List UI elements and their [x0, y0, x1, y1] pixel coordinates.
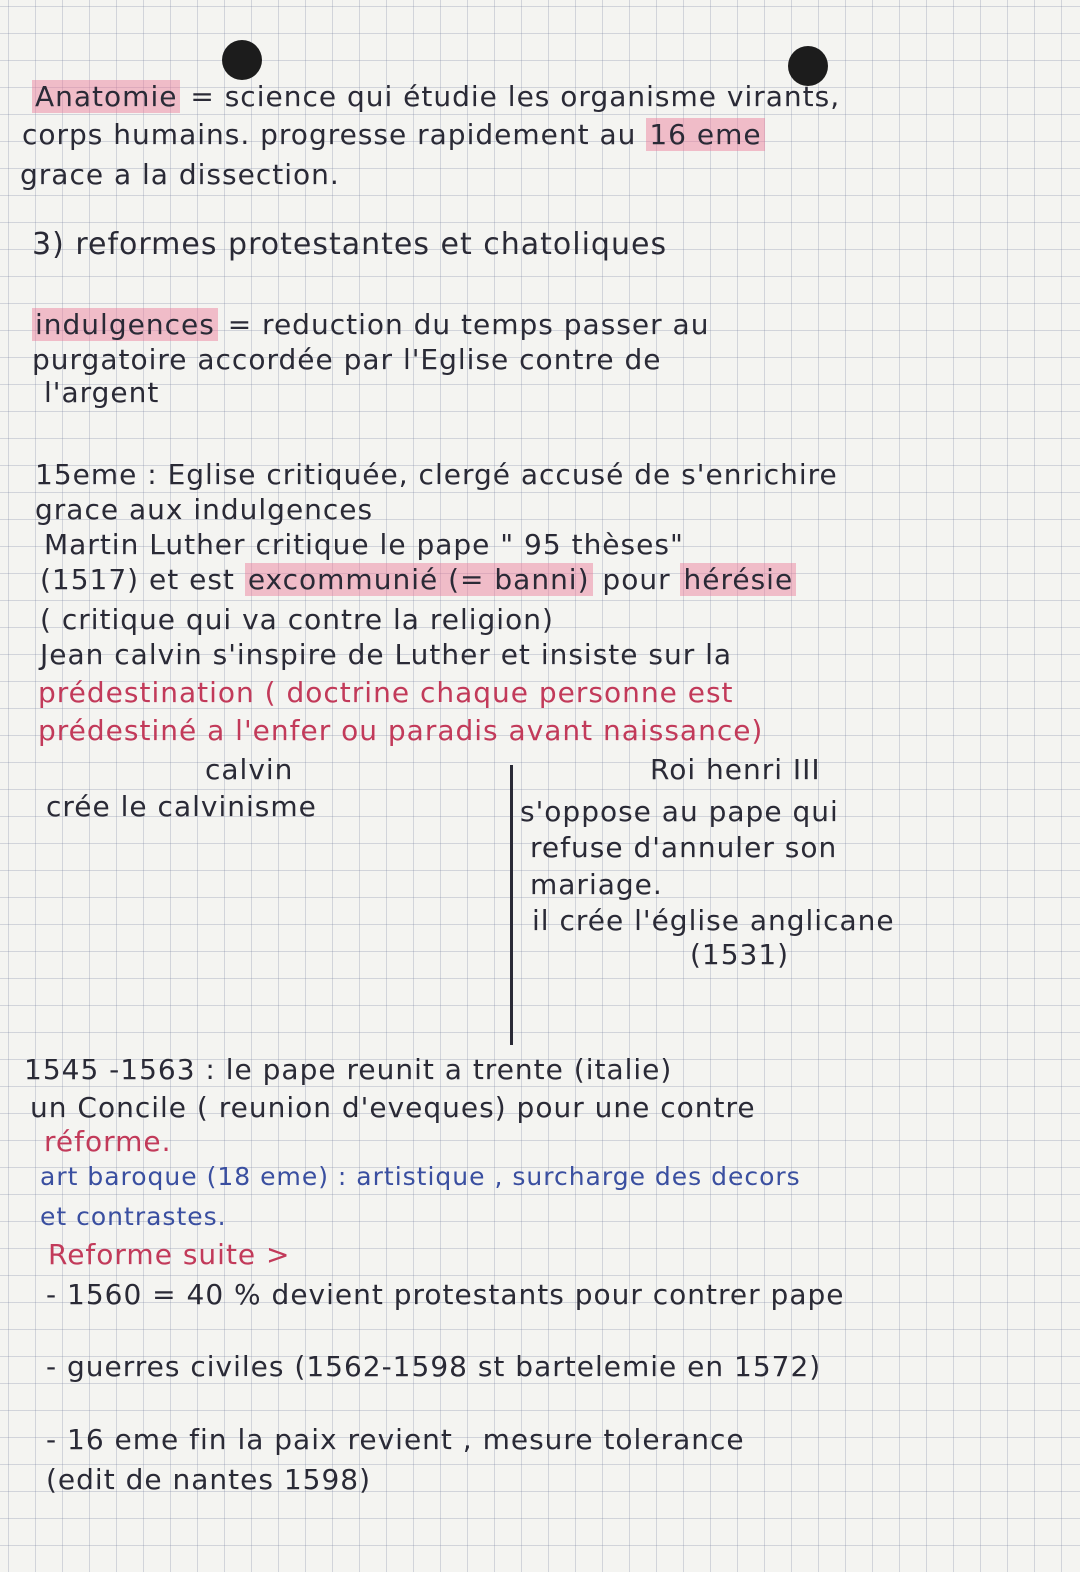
text-progress: corps humains. progresse rapidement au	[22, 118, 637, 151]
line-11	[40, 565, 796, 595]
line-10: Martin Luther critique le pape " 95 thèses"	[44, 528, 684, 561]
column-title-calvin: calvin	[205, 753, 294, 786]
line-22: 1545 -1563 : le pape reunit a trente (italie)	[24, 1053, 673, 1086]
line-28: - 1560 = 40 % devient protestants pour contrer pape	[46, 1278, 845, 1311]
line-24: réforme.	[44, 1125, 172, 1158]
text-anatomie-def: = science qui étudie les organisme virants,	[180, 80, 841, 113]
binder-hole-left	[222, 40, 262, 80]
line-2	[22, 120, 765, 150]
term-anatomie: Anatomie	[32, 80, 180, 113]
text-1517: (1517) et est	[40, 563, 245, 596]
line-31: (edit de nantes 1598)	[46, 1463, 372, 1496]
line-14: prédestination ( doctrine chaque personne est	[38, 676, 734, 709]
text-indulgences-def: = reduction du temps passer au	[227, 308, 710, 341]
term-indulgences: indulgences	[32, 308, 218, 341]
line-13: Jean calvin s'inspire de Luther et insiste sur la	[40, 638, 733, 671]
line-12: ( critique qui va contre la religion)	[40, 603, 554, 636]
line-19: mariage.	[530, 868, 663, 901]
line-21: (1531)	[690, 938, 790, 971]
text-pour: pour	[592, 563, 681, 596]
line-1	[32, 82, 840, 112]
line-5	[32, 310, 709, 340]
line-27: Reforme suite >	[48, 1238, 291, 1271]
line-17-left: crée le calvinisme	[46, 790, 317, 823]
section-heading-3: 3) reformes protestantes et chatoliques	[32, 227, 668, 262]
line-17-right: s'oppose au pape qui	[520, 795, 839, 828]
line-25: art baroque (18 eme) : artistique , surcharge des decors	[40, 1162, 801, 1191]
highlight-excommunie: excommunié (= banni)	[245, 563, 593, 596]
line-7: l'argent	[44, 376, 160, 409]
column-divider	[510, 765, 513, 1045]
line-15: prédestiné a l'enfer ou paradis avant naissance)	[38, 714, 764, 747]
line-23: un Concile ( reunion d'eveques) pour une contre	[30, 1091, 756, 1124]
line-3: grace a la dissection.	[20, 158, 340, 191]
line-20: il crée l'église anglicane	[532, 904, 895, 937]
line-26: et contrastes.	[40, 1202, 227, 1231]
line-18: refuse d'annuler son	[530, 831, 838, 864]
line-8: 15eme : Eglise critiquée, clergé accusé de s'enrichire	[35, 458, 838, 491]
column-title-roi-henri: Roi henri III	[650, 753, 821, 786]
line-29: - guerres civiles (1562-1598 st bartelemie en 1572)	[46, 1350, 822, 1383]
line-9: grace aux indulgences	[35, 493, 374, 526]
highlight-heresie: hérésie	[680, 563, 796, 596]
line-30: - 16 eme fin la paix revient , mesure tolerance	[46, 1423, 745, 1456]
highlight-16eme: 16 eme	[646, 118, 764, 151]
line-6: purgatoire accordée par l'Eglise contre de	[32, 343, 662, 376]
